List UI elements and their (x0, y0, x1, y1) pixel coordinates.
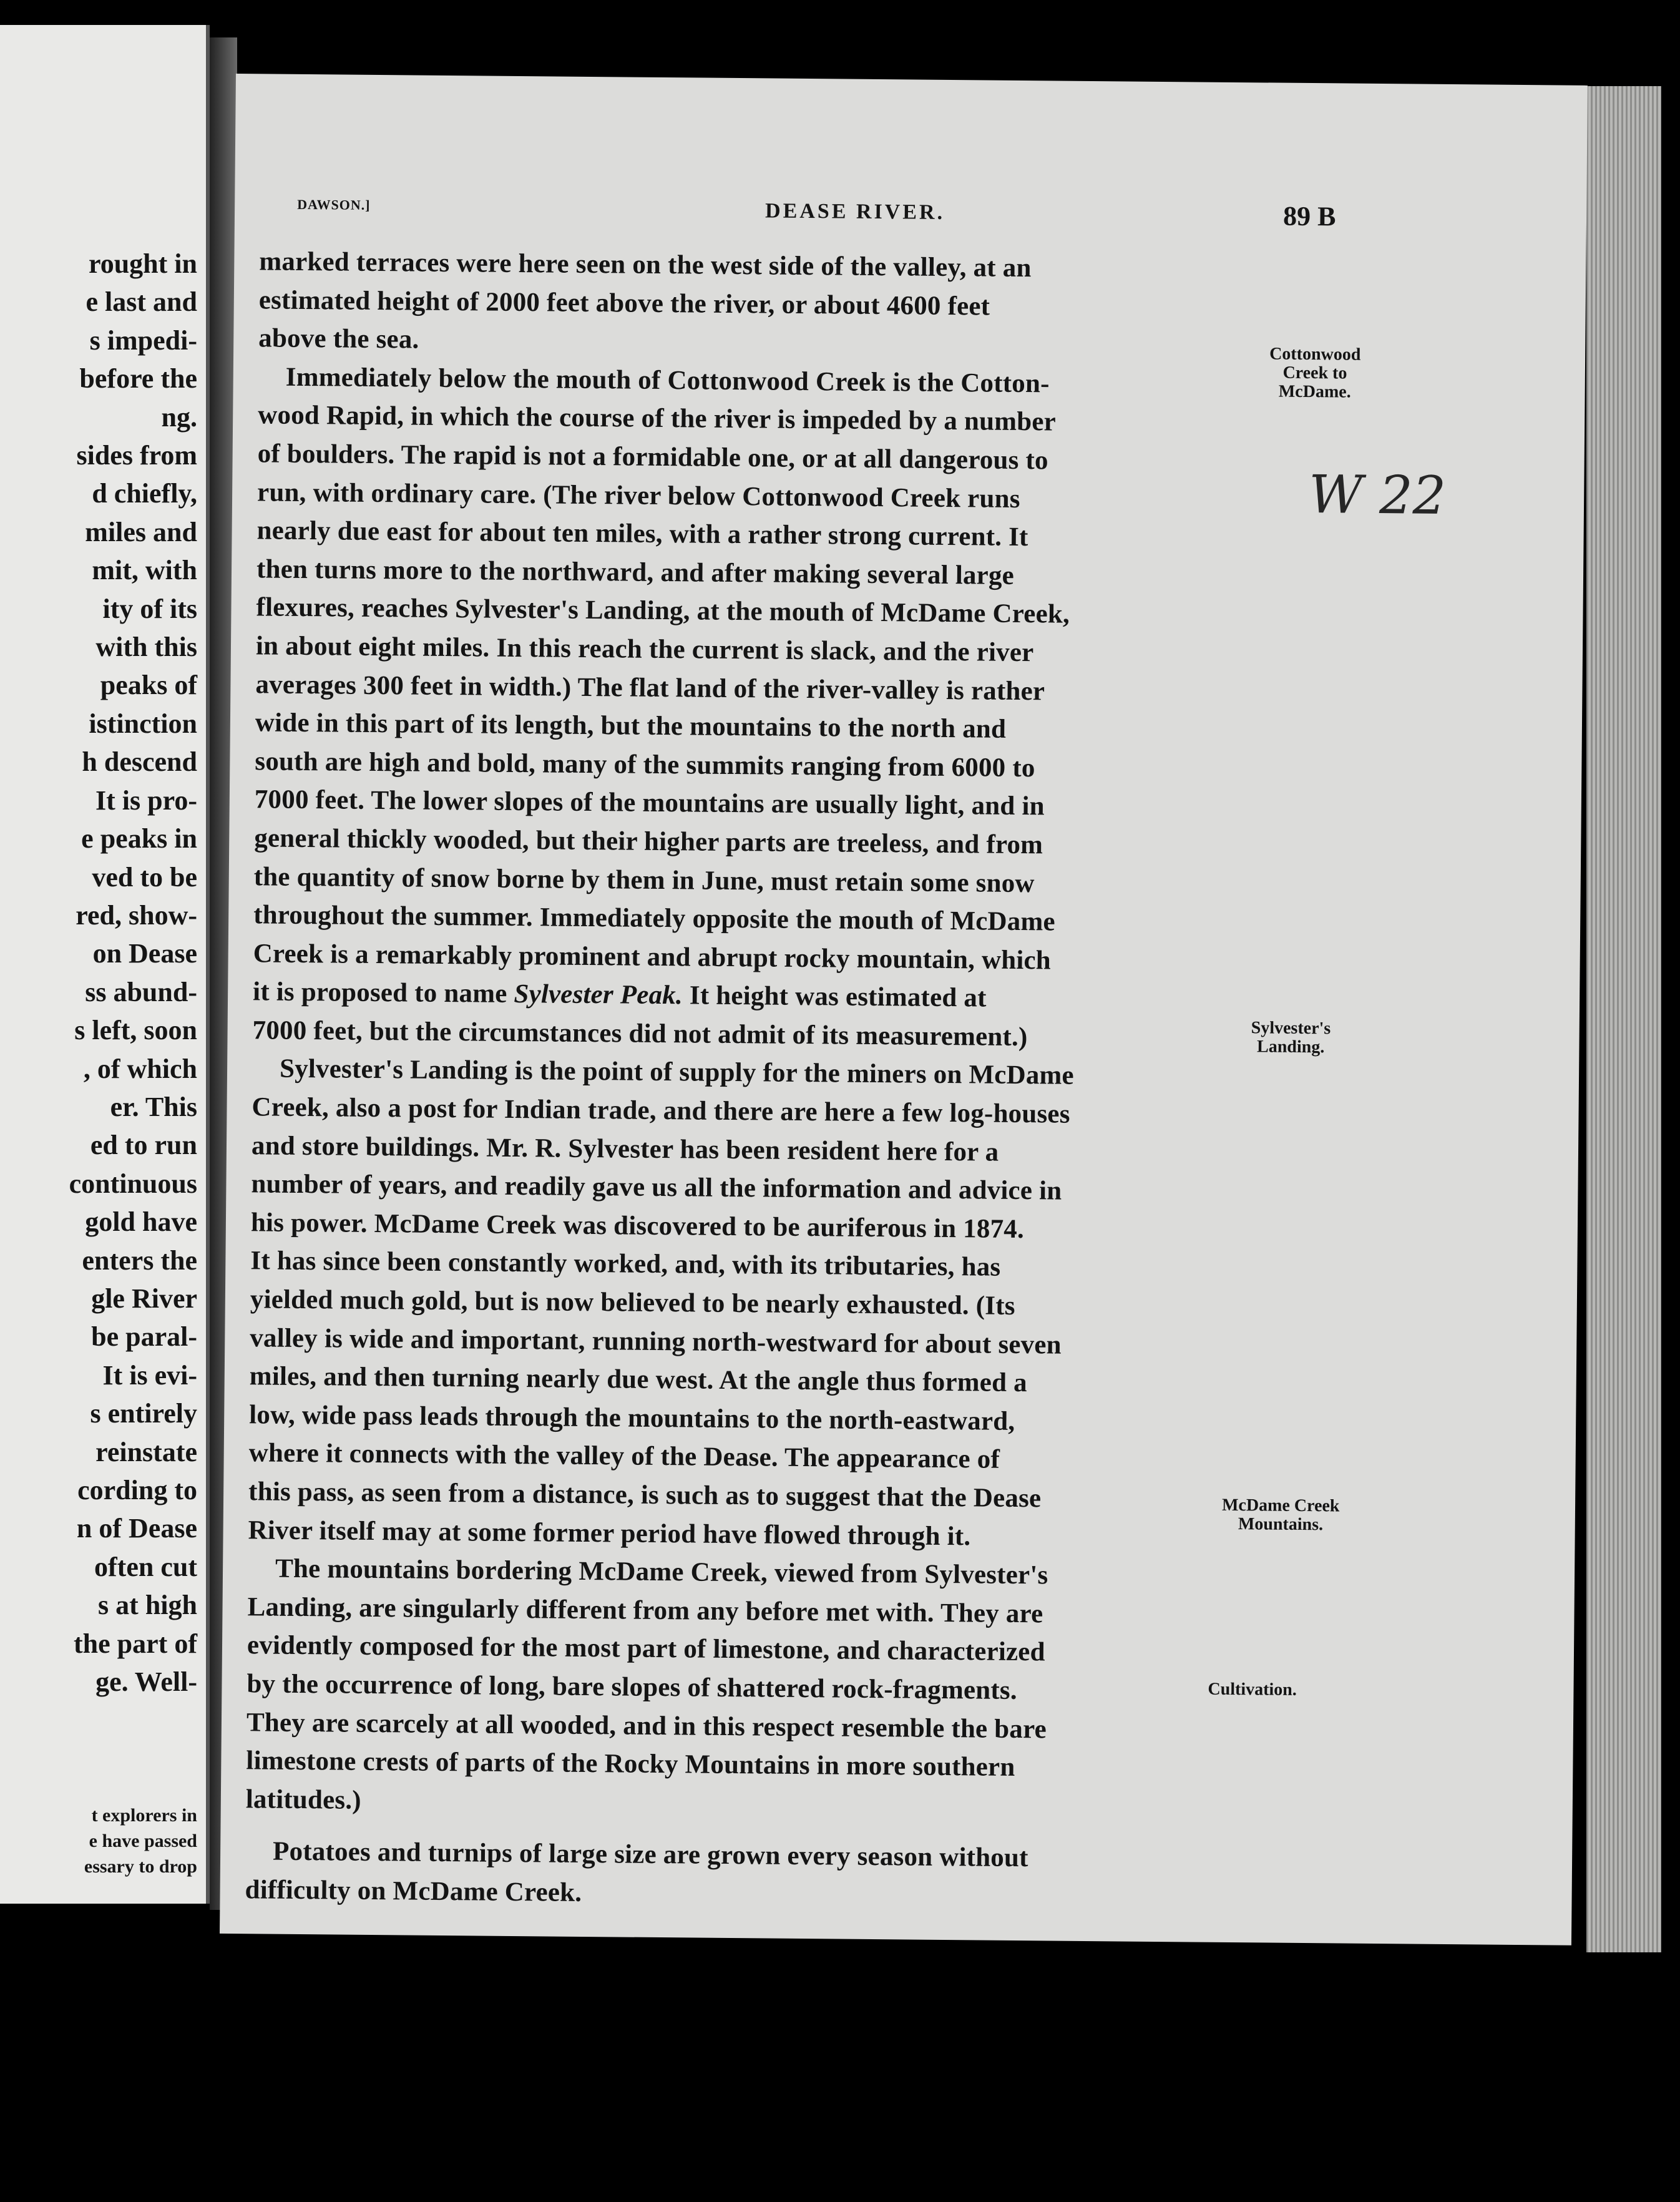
text-line: number of years, and readily gave us all the information and advice in (251, 1169, 1062, 1206)
page-number: 89 B (1282, 200, 1336, 232)
left-page-line: istinction (89, 708, 197, 739)
left-page-footnote-line: t explorers in (91, 1805, 197, 1826)
text-line: Creek is a remarkably prominent and abrupt rocky mountain, which (253, 938, 1052, 976)
left-page-line: s left, soon (74, 1015, 197, 1046)
text-line: wood Rapid, in which the course of the river is impeded by a number (258, 400, 1057, 437)
left-page-line: gold have (85, 1206, 197, 1238)
text-line: where it connects with the valley of the Dease. The appearance of (248, 1438, 1000, 1475)
left-page-line: It is pro- (95, 785, 197, 816)
text-segment: it is proposed to name (252, 977, 514, 1009)
left-page-line: continuous (69, 1168, 197, 1199)
left-page-text (0, 245, 197, 1701)
text-line: flexures, reaches Sylvester's Landing, at the mouth of McDame Creek, (256, 592, 1070, 630)
left-page-footnote-line: essary to drop (84, 1856, 197, 1877)
handwritten-mark: W 22 (1308, 464, 1447, 526)
left-page-fragment (0, 25, 210, 1904)
text-line: marked terraces were here seen on the west side of the valley, at an (259, 247, 1032, 283)
text-line: averages 300 feet in width.) The flat land of the river-valley is rather (255, 669, 1045, 706)
left-page-line: on Dease (92, 938, 197, 969)
text-line: Immediately below the mouth of Cottonwood Creek is the Cotton- (285, 362, 1050, 399)
left-page-line: n of Dease (76, 1513, 197, 1544)
left-page-line: before the (79, 363, 197, 394)
sidenote-line: Cultivation. (1208, 1679, 1297, 1700)
text-line: Sylvester's Landing is the point of supply for the miners on McDame (279, 1054, 1075, 1091)
text-line: in about eight miles. In this reach the current is slack, and the river (255, 631, 1034, 668)
left-page-line: ved to be (92, 861, 197, 893)
text-line: south are high and bold, many of the summits ranging from 6000 to (255, 746, 1035, 783)
left-page-line: , of which (83, 1053, 197, 1084)
text-segment: It height was estimated at (682, 981, 987, 1013)
text-line: It has since been constantly worked, and, with its tributaries, has (250, 1246, 1001, 1283)
sidenote-cottonwood (1269, 345, 1360, 401)
left-page-line: ss abund- (85, 976, 197, 1007)
text-line: low, wide pass leads through the mountains to the north-eastward, (249, 1400, 1015, 1436)
text-line: then turns more to the northward, and after making several large (256, 554, 1015, 590)
right-page (220, 74, 1588, 1945)
sidenote-line: McDame. (1278, 381, 1351, 402)
left-page-line: gle River (91, 1283, 197, 1314)
left-page-line: enters the (82, 1245, 197, 1276)
text-line: above the sea. (258, 323, 419, 355)
left-page-line: ng. (161, 401, 197, 433)
left-page-line: e peaks in (81, 823, 197, 854)
sidenote-line: Landing. (1256, 1037, 1325, 1057)
text-line: The mountains bordering McDame Creek, viewed from Sylvester's (275, 1554, 1048, 1590)
text-line: estimated height of 2000 feet above the river, or about 4600 feet (258, 285, 990, 321)
text-line: nearly due east for about ten miles, with a rather strong current. It (256, 516, 1028, 552)
sidenote-cultivation (1208, 1680, 1297, 1700)
sidenote-line: Mountains. (1238, 1514, 1324, 1535)
left-page-line: with this (95, 632, 197, 663)
sidenote-line: McDame Creek (1221, 1495, 1340, 1516)
body-text (245, 242, 1258, 1917)
text-line: miles, and then turning nearly due west. At the angle thus formed a (249, 1361, 1028, 1398)
left-page-line: peaks of (100, 670, 197, 701)
sidenote-mcdame-mountains (1222, 1496, 1340, 1535)
text-line: of boulders. The rapid is not a formidable one, or at all dangerous to (257, 439, 1048, 476)
sidenote-line: Creek to (1282, 363, 1347, 383)
sidenote-line: Sylvester's (1251, 1018, 1331, 1039)
sidenote-line: Cottonwood (1269, 344, 1361, 365)
running-head-author: DAWSON.] (297, 196, 371, 213)
text-line: wide in this part of its length, but the mountains to the north and (255, 708, 1007, 744)
text-line: general thickly wooded, but their higher parts are treeless, and from (254, 823, 1043, 860)
left-page-line: rought in (88, 248, 197, 279)
text-line: yielded much gold, but is now believed to be nearly exhausted. (Its (250, 1284, 1015, 1321)
running-head-title: DEASE RIVER. (764, 199, 945, 224)
text-line: throughout the summer. Immediately opposite the mouth of McDame (253, 900, 1056, 937)
text-line: River itself may at some former period have flowed through it. (248, 1515, 971, 1551)
text-line: limestone crests of parts of the Rocky Mountains in more southern (246, 1746, 1015, 1783)
left-page-line: often cut (94, 1551, 197, 1582)
text-line: latitudes.) (245, 1784, 362, 1815)
italic-name: Sylvester Peak. (514, 979, 683, 1010)
left-page-line: ity of its (102, 593, 197, 624)
left-page-line: s at high (98, 1590, 197, 1621)
left-page-line: be paral- (91, 1321, 197, 1353)
left-page-footnote (0, 1803, 197, 1879)
left-page-line: the part of (74, 1628, 197, 1659)
left-page-line: er. This (110, 1091, 197, 1122)
text-line: 7000 feet. The lower slopes of the mountains are usually light, and in (254, 785, 1045, 821)
left-page-line: red, show- (76, 899, 197, 931)
text-line: evidently composed for the most part of limestone, and characterized (247, 1630, 1045, 1667)
left-page-footnote-line: e have passed (89, 1831, 197, 1851)
left-page-line: reinstate (95, 1436, 197, 1467)
left-page-line: s entirely (90, 1398, 197, 1429)
page-edges (1586, 86, 1661, 1952)
text-line: Potatoes and turnips of large size are grown every season without (272, 1836, 1028, 1873)
running-head (297, 190, 1520, 238)
text-line: and store buildings. Mr. R. Sylvester has been resident here for a (251, 1130, 999, 1167)
left-page-line: ed to run (90, 1130, 197, 1161)
text-line: the quantity of snow borne by them in June, must retain some snow (253, 861, 1035, 898)
left-page-line: cording to (77, 1475, 197, 1505)
text-line: Creek, also a post for Indian trade, and there are here a few log-houses (252, 1092, 1070, 1129)
left-page-line: sides from (76, 440, 197, 471)
left-page-line: s impedi- (89, 325, 197, 356)
text-line: They are scarcely at all wooded, and in this respect resemble the bare (246, 1707, 1047, 1744)
left-page-line: ge. Well- (95, 1666, 197, 1698)
text-line: his power. McDame Creek was discovered to be auriferous in 1874. (250, 1208, 1025, 1244)
sidenote-sylvesters-landing (1251, 1019, 1331, 1057)
text-line: run, with ordinary care. (The river below Cottonwood Creek runs (256, 477, 1020, 514)
text-line: Landing, are singularly different from any before met with. They are (247, 1592, 1043, 1629)
left-page-line: miles and (85, 516, 197, 547)
left-page-line: h descend (82, 746, 197, 778)
text-line: valley is wide and important, running north-westward for about seven (250, 1323, 1062, 1360)
left-page-line: e last and (85, 286, 197, 318)
text-line: 7000 feet, but the circumstances did not admit of its measurement.) (252, 1015, 1028, 1052)
text-line: this pass, as seen from a distance, is such as to suggest that the Dease (248, 1477, 1042, 1514)
left-page-line: mit, with (92, 555, 197, 586)
left-page-line: d chiefly, (92, 478, 197, 509)
text-line: by the occurrence of long, bare slopes of shattered rock-fragments. (247, 1669, 1017, 1705)
text-line: difficulty on McDame Creek. (245, 1875, 582, 1907)
left-page-line: It is evi- (102, 1359, 197, 1391)
